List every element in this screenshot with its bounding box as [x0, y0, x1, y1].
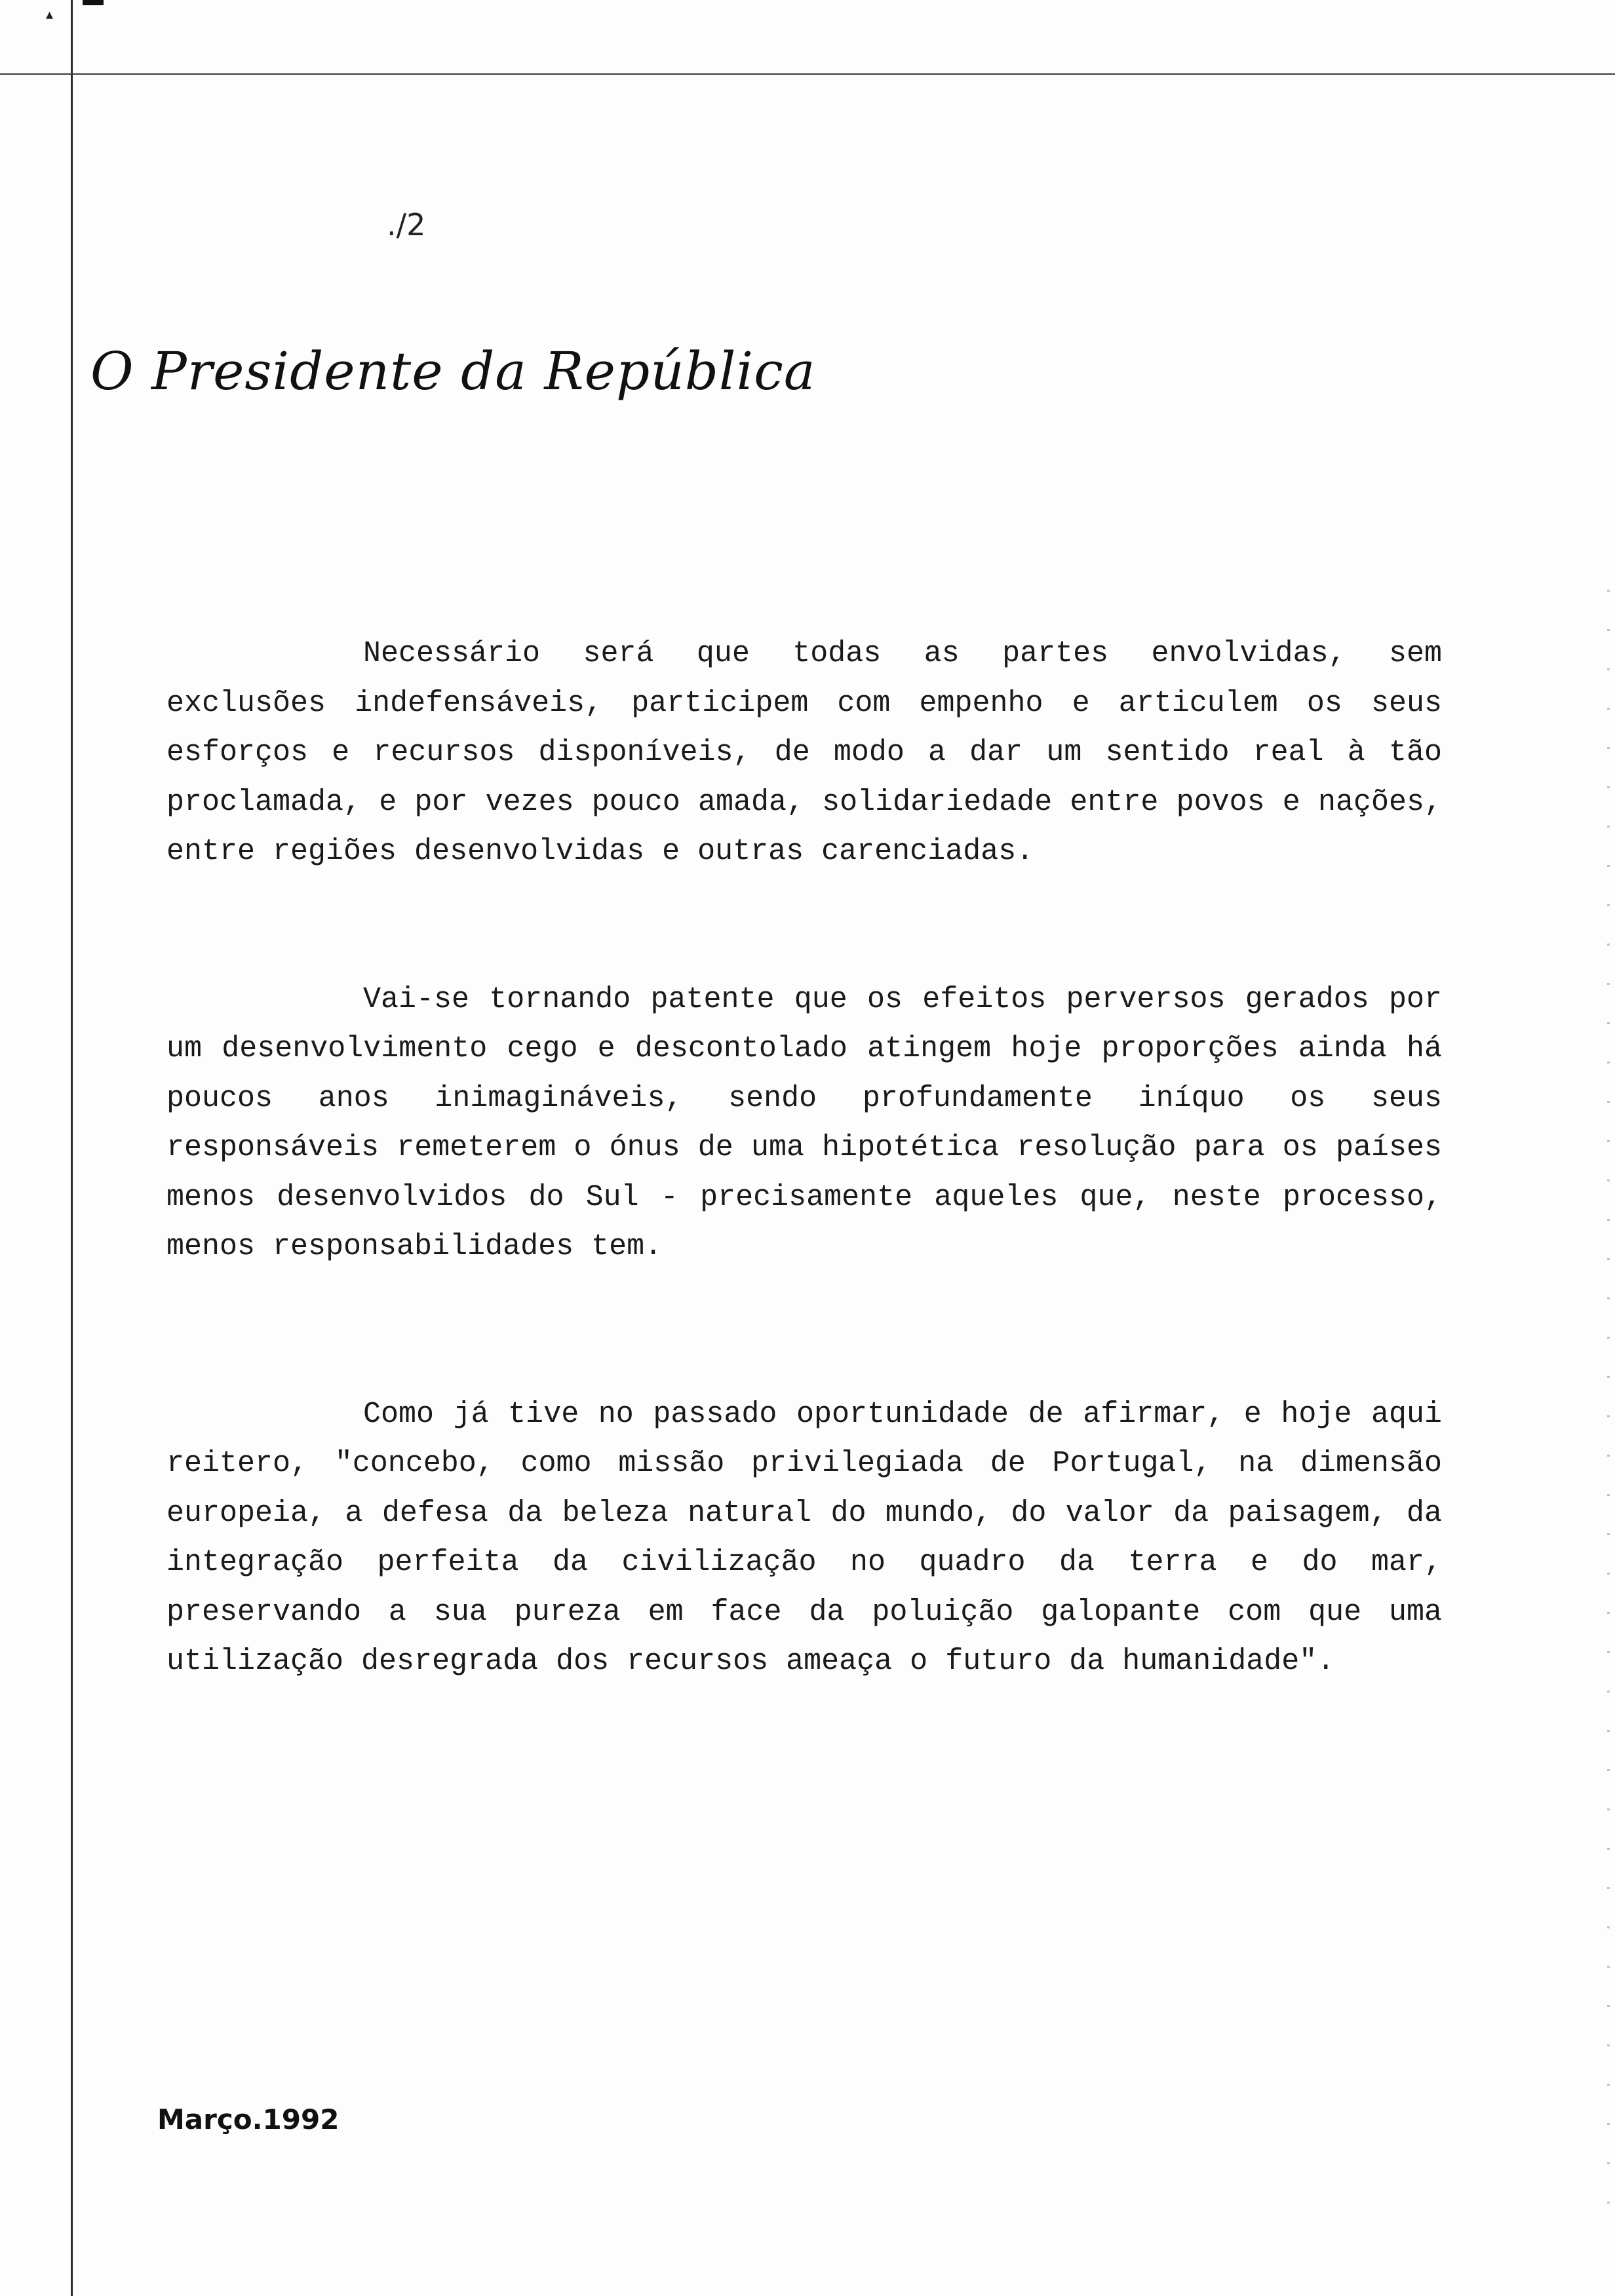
body-text	[166, 629, 1442, 1687]
scan-mark	[83, 0, 104, 5]
letterhead-title: O Presidente da República	[90, 341, 816, 402]
paragraph: Vai-se tornando patente que os efeitos perversos gerados por um desenvolvimento cego e descontolado atingem hoje proporções ainda há poucos anos inimagináveis, sendo profundamente iníquo os seus responsáveis remeterem o ónus de uma hipotética resolução para os países menos desenvolvidos do Sul - precisamente aqueles que, neste processo, menos responsabilidades tem.	[166, 982, 1442, 1263]
paragraph: Necessário será que todas as partes envolvidas, sem exclusões indefensáveis, participem com empenho e articulem os seus esforços e recursos disponíveis, de modo a dar um sentido real à tão proclamada, e por vezes pouco amada, solidariedade entre povos e nações, entre regiões desenvolvidas e outras carenciadas.	[166, 637, 1442, 868]
document-date: Março.1992	[157, 2103, 340, 2135]
margin-rule	[71, 0, 73, 2296]
top-rule	[0, 73, 1615, 75]
page-reference: ./2	[387, 207, 426, 242]
corner-arrow-icon: ▴	[46, 7, 54, 23]
scan-edge-dots	[1607, 590, 1610, 2228]
paragraph: Como já tive no passado oportunidade de afirmar, e hoje aqui reitero, "concebo, como missão privilegiada de Portugal, na dimensão europeia, a defesa da beleza natural do mundo, do valor da paisagem, da integração perfeita da civilização no quadro da terra e do mar, preservando a sua pureza em face da poluição galopante com que uma utilização desregrada dos recursos ameaça o futuro da humanidade".	[166, 1397, 1442, 1678]
